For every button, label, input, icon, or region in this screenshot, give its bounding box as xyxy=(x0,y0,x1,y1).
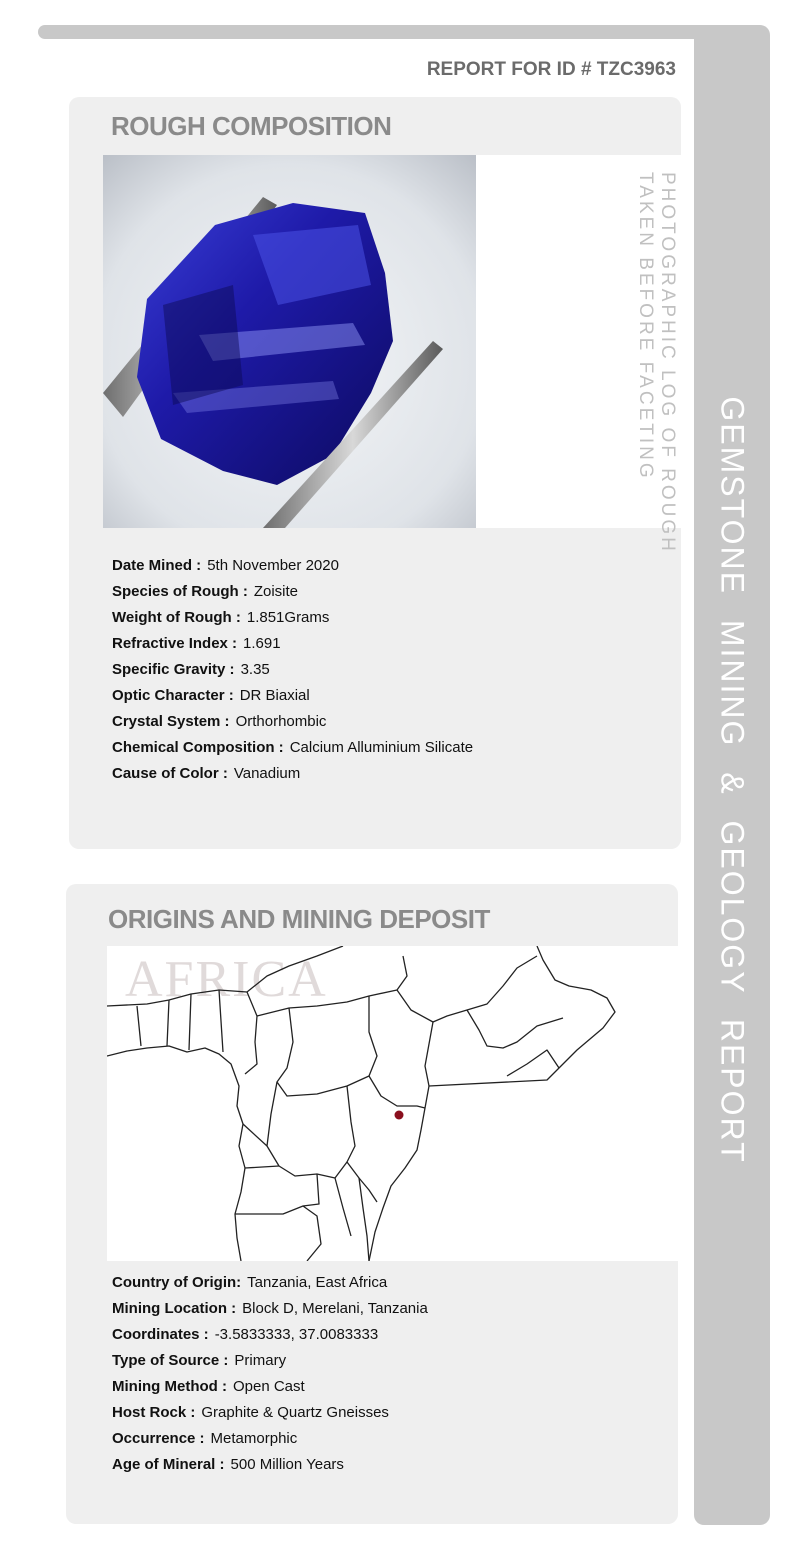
detail-row xyxy=(112,1348,428,1374)
detail-label: Date Mined : xyxy=(112,557,202,574)
detail-label: Type of Source : xyxy=(112,1352,229,1369)
detail-label: Host Rock : xyxy=(112,1404,196,1421)
detail-value: Primary xyxy=(234,1352,287,1369)
horn-coastline xyxy=(429,946,615,1086)
rough-gemstone-photo xyxy=(103,155,476,528)
detail-label: Refractive Index : xyxy=(112,635,238,652)
rough-details-list xyxy=(112,553,473,787)
rough-composition-title: ROUGH COMPOSITION xyxy=(111,111,392,141)
photo-caption-line2: TAKEN BEFORE FACETING xyxy=(635,172,656,481)
detail-label: Weight of Rough : xyxy=(112,609,241,626)
detail-value: 500 Million Years xyxy=(230,1456,344,1473)
detail-label: Occurrence : xyxy=(112,1430,205,1447)
detail-label: Chemical Composition : xyxy=(112,739,284,756)
africa-map xyxy=(107,946,679,1261)
detail-label: Coordinates : xyxy=(112,1326,209,1343)
detail-label: Country of Origin: xyxy=(112,1274,242,1291)
detail-value: Orthorhombic xyxy=(235,713,327,730)
detail-value: 1.851Grams xyxy=(246,609,330,626)
side-title-text: GEMSTONE MINING & GEOLOGY REPORT xyxy=(714,396,751,1164)
detail-value: Calcium Alluminium Silicate xyxy=(289,739,474,756)
report-id: REPORT FOR ID # TZC3963 xyxy=(426,59,676,80)
photo-caption-line1: PHOTOGRAPHIC LOG OF ROUGH xyxy=(657,172,678,554)
detail-row xyxy=(112,1374,428,1400)
detail-value: -3.5833333, 37.0083333 xyxy=(214,1326,379,1343)
detail-row xyxy=(112,1322,428,1348)
detail-label: Crystal System : xyxy=(112,713,230,730)
detail-row xyxy=(112,553,473,579)
side-title xyxy=(694,25,770,1525)
detail-label: Mining Method : xyxy=(112,1378,227,1395)
detail-value: Zoisite xyxy=(253,583,299,600)
detail-label: Age of Mineral : xyxy=(112,1456,225,1473)
detail-value: Metamorphic xyxy=(210,1430,298,1447)
mine-location-marker xyxy=(395,1111,404,1120)
detail-value: 3.35 xyxy=(240,661,270,678)
detail-row xyxy=(112,1296,428,1322)
detail-value: 1.691 xyxy=(243,635,281,652)
detail-value: 5th November 2020 xyxy=(207,557,339,574)
detail-row xyxy=(112,1452,428,1478)
detail-label: Cause of Color : xyxy=(112,765,228,782)
detail-row xyxy=(112,761,473,787)
detail-value: Tanzania, East Africa xyxy=(247,1274,388,1291)
detail-row xyxy=(112,1426,428,1452)
photo-caption xyxy=(630,172,678,554)
detail-row xyxy=(112,657,473,683)
map-label: AFRICA xyxy=(125,951,328,1008)
detail-value: DR Biaxial xyxy=(239,687,310,704)
detail-row xyxy=(112,1400,428,1426)
west-coastline xyxy=(107,1046,245,1261)
detail-row xyxy=(112,683,473,709)
rough-photo-area xyxy=(103,155,681,528)
detail-row xyxy=(112,709,473,735)
detail-row xyxy=(112,1270,428,1296)
map-borders xyxy=(107,946,679,1261)
detail-value: Block D, Merelani, Tanzania xyxy=(242,1300,428,1317)
detail-row xyxy=(112,631,473,657)
detail-label: Specific Gravity : xyxy=(112,661,235,678)
detail-value: Vanadium xyxy=(233,765,301,782)
detail-label: Species of Rough : xyxy=(112,583,248,600)
detail-row xyxy=(112,605,473,631)
detail-label: Optic Character : xyxy=(112,687,234,704)
origins-title: ORIGINS AND MINING DEPOSIT xyxy=(108,904,490,934)
detail-label: Mining Location : xyxy=(112,1300,237,1317)
detail-value: Open Cast xyxy=(232,1378,305,1395)
detail-row xyxy=(112,579,473,605)
top-frame-bar xyxy=(38,25,738,39)
detail-row xyxy=(112,735,473,761)
detail-value: Graphite & Quartz Gneisses xyxy=(201,1404,389,1421)
origin-details-list xyxy=(112,1270,428,1478)
